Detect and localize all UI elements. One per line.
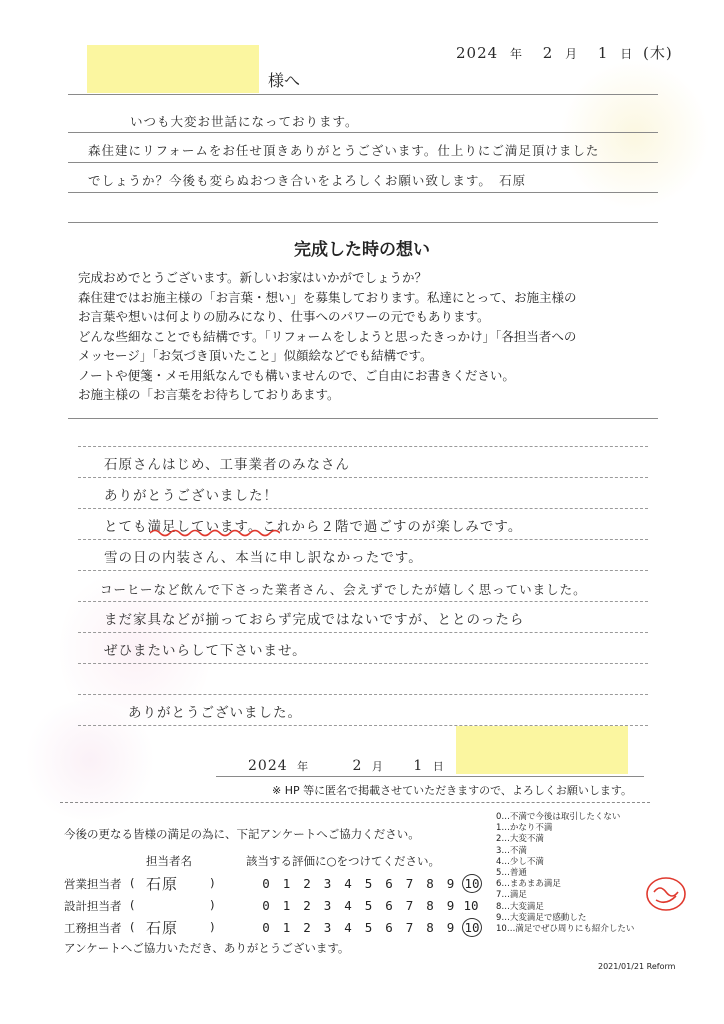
rating-option-5[interactable]: 5 [364,920,373,935]
rating-option-7[interactable]: 7 [405,920,414,935]
legend-item: 3…不満 [496,845,527,856]
rating-option-0[interactable]: 0 [262,920,270,935]
legend-item: 9…大変満足で感動した [496,912,587,923]
legend-item: 4…少し不満 [496,856,544,867]
header-weekday: (木) [643,44,673,62]
signature-year-unit: 年 [297,760,310,773]
intro-line: どんな些細なことでも結構です。「リフォームをしようと思ったきっかけ」「各担当者への [78,328,577,344]
customer-message-line: 雪の日の内装さん、本当に申し訳なかったです。 [104,550,423,566]
intro-divider [68,418,658,419]
legend-item: 5…普通 [496,868,527,879]
rating-option-9[interactable]: 9 [446,898,455,913]
survey-col-rating: 該当する評価に○をつけてください。 [246,854,441,868]
ruled-line [68,162,658,163]
customer-message-line: ありがとうございました。 [128,705,302,721]
header-month: 2 [542,44,554,62]
header-month-unit: 月 [565,47,579,61]
rating-legend [496,812,634,935]
rating-option-5[interactable]: 5 [364,876,373,891]
header-date [456,42,673,63]
footer-code: 2021/01/21 Reform [598,962,676,971]
rating-option-8[interactable]: 8 [426,876,434,891]
header-year-unit: 年 [509,47,523,61]
rating-option-1[interactable]: 1 [282,876,291,891]
customer-message-line: 石原さんはじめ、工事業者のみなさん [104,457,350,473]
rating-option-4[interactable]: 4 [344,898,352,913]
signature-month-unit: 月 [371,760,384,773]
staff-message-line-2: 森住建にリフォームをお任せ頂きありがとうございます。仕上りにご満足頂けました [88,143,600,158]
survey-row-paren-close: ) [210,920,215,934]
header-day: 1 [597,44,609,62]
ruled-line [68,192,658,193]
customer-message-line: とても満足しています。これから２階で過ごすのが楽しみです。 [104,519,523,535]
intro-line: 森住建ではお施主様の「お言葉・想い」を募集しております。私達にとって、お施主様の [78,289,577,305]
survey-row-paren-close: ) [210,898,215,912]
legend-item: 6…まあまあ満足 [496,879,561,890]
legend-item: 8…大変満足 [496,901,544,912]
rating-option-1[interactable]: 1 [282,898,291,913]
intro-line: メッセージ」「お気づき頂いたこと」似顔絵などでも結構です。 [78,348,433,363]
rating-option-3[interactable]: 3 [323,920,332,935]
survey-row-staff-name: 石原 [146,875,179,893]
floral-decoration-top-right [560,60,710,210]
staff-message-line-1: いつも大変お世話になっております。 [130,114,359,129]
legend-item: 7…満足 [496,890,527,901]
survey-col-staff: 担当者名 [146,854,192,868]
rating-option-0[interactable]: 0 [262,876,270,891]
intro-line: 完成おめでとうございます。新しいお家はいかがでしょうか？ [78,270,428,285]
legend-item: 1…かなり不満 [496,823,553,834]
signature-month: 2 [352,758,363,774]
rating-option-2[interactable]: 2 [303,920,311,935]
privacy-note: ※ HP 等に匿名で掲載させていただきますので、よろしくお願いします。 [272,784,633,797]
rating-option-0[interactable]: 0 [262,898,270,913]
survey-row-role: 営業担当者 [64,877,122,891]
intro-line: お施主様の「お言葉をお待ちしておりあます。 [78,387,340,402]
signature-day-unit: 日 [432,760,445,773]
recipient-name-redaction [87,45,259,93]
rating-option-4[interactable]: 4 [344,876,352,891]
section-title: 完成した時の想い [294,240,430,260]
rating-option-3[interactable]: 3 [323,898,332,913]
signature-day: 1 [413,758,424,774]
rating-option-2[interactable]: 2 [303,898,311,913]
survey-row-role: 工務担当者 [64,921,122,935]
survey-intro: 今後の更なる皆様の満足の為に、下記アンケートへご協力ください。 [64,827,420,841]
survey-row-paren-close: ) [210,876,215,890]
signature-rule [216,776,644,777]
survey-thanks: アンケートへご協力いただき、ありがとうございます。 [64,941,350,955]
customer-message-line: まだ家具などが揃っておらず完成ではないですが、ととのったら [104,612,525,628]
legend-item: 10…満足でぜひ周りにも紹介したい [496,924,635,935]
header-year: 2024 [456,44,499,62]
rating-option-6[interactable]: 6 [385,920,393,935]
legend-item: 2…大変不満 [496,834,544,845]
rating-option-4[interactable]: 4 [344,920,352,935]
intro-text [78,268,577,405]
rating-option-10-circled[interactable]: 10 [462,918,482,937]
rating-option-8[interactable]: 8 [426,920,434,935]
staff-message-line-3: でしょうか？今後も変らぬおつき合いをよろしくお願い致します。 石原 [88,173,527,188]
salutation: 様へ [268,71,301,90]
legend-item: 0…不満で今後は取引したくない [496,812,621,822]
rating-option-1[interactable]: 1 [282,920,291,935]
ruled-line [78,446,648,447]
salutation-rule [68,94,658,95]
red-wavy-underline [150,528,280,538]
red-seal-stamp-icon [644,872,688,916]
rating-option-9[interactable]: 9 [446,876,455,891]
survey-row-paren-open: ( [130,876,135,890]
rating-option-7[interactable]: 7 [405,876,414,891]
rating-option-6[interactable]: 6 [385,898,393,913]
customer-name-redaction [456,726,628,774]
intro-line: ノートや便箋・メモ用紙なんでも構いませんので、ご自由にお書きください。 [78,367,515,383]
ruled-line [68,132,658,133]
rating-option-10-circled[interactable]: 10 [462,874,482,893]
ruled-line [68,222,658,223]
customer-message-line: ありがとうございました！ [104,488,278,504]
survey-row-paren-open: ( [130,898,135,912]
customer-message-line: コーヒーなど飲んで下さった業者さん、会えずでしたが嬉しく思っていました。 [100,582,587,597]
customer-message-line [104,667,587,698]
rating-option-5[interactable]: 5 [364,898,373,913]
privacy-divider [60,802,650,803]
rating-option-2[interactable]: 2 [303,876,311,891]
customer-message-line: ぜひまたいらして下さいませ。 [104,643,307,659]
survey-row-staff-name: 石原 [146,919,179,937]
survey-row-role: 設計担当者 [64,899,122,913]
rating-option-9[interactable]: 9 [446,920,455,935]
rating-option-10[interactable]: 10 [463,898,479,913]
rating-option-3[interactable]: 3 [323,876,332,891]
rating-option-7[interactable]: 7 [405,898,414,913]
rating-option-6[interactable]: 6 [385,876,393,891]
header-day-unit: 日 [620,47,634,61]
customer-message [100,450,587,729]
intro-line: お言葉や想いは何よりの励みになり、仕事へのパワーの元でもあります。 [78,309,490,324]
survey-row-paren-open: ( [130,920,135,934]
signature-year: 2024 [248,758,288,774]
rating-option-8[interactable]: 8 [426,898,434,913]
